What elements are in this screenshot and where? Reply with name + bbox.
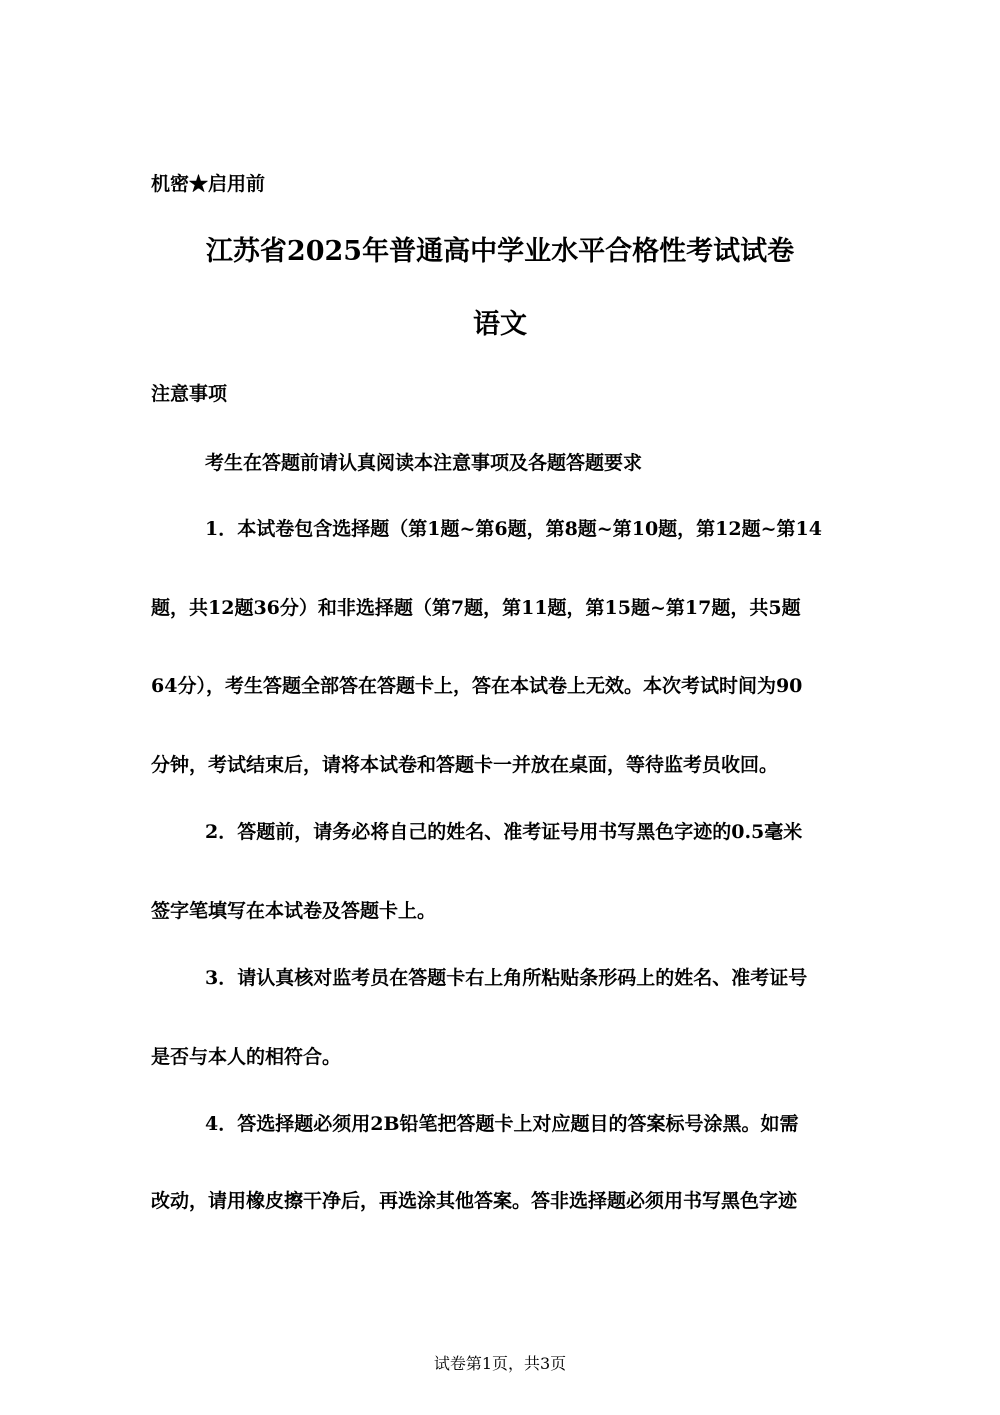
notice-item-4-line-2: 改动，请用橡皮擦干净后，再选涂其他答案。答非选择题必须用书写黑色字迹 [151,1190,798,1212]
notice-item-3-line-1: 3．请认真核对监考员在答题卡右上角所粘贴条形码上的姓名、准考证号 [205,967,808,989]
confidential-label: 机密★启用前 [151,173,266,195]
notice-item-4-line-1: 4．答选择题必须用2B铅笔把答题卡上对应题目的答案标号涂黑。如需 [205,1113,799,1135]
notice-item-1-line-2: 题，共12题36分）和非选择题（第7题，第11题，第15题~第17题，共5题 [151,597,801,619]
page-footer: 试卷第1页，共3页 [433,1354,567,1373]
notice-item-1-line-1: 1．本试卷包含选择题（第1题~第6题，第8题~第10题，第12题~第14 [205,518,822,540]
notice-intro-line: 考生在答题前请认真阅读本注意事项及各题答题要求 [205,452,643,474]
notice-item-2-line-2: 签字笔填写在本试卷及答题卡上。 [151,900,437,922]
notice-item-2-line-1: 2．答题前，请务必将自己的姓名、准考证号用书写黑色字迹的0.5毫米 [205,821,803,843]
subject-title: 语文 [473,309,527,340]
notice-item-3-line-2: 是否与本人的相符合。 [151,1046,342,1068]
notice-item-1-line-3: 64分），考生答题全部答在答题卡上，答在本试卷上无效。本次考试时间为90 [151,675,803,697]
notice-item-1-line-4: 分钟，考试结束后，请将本试卷和答题卡一并放在桌面，等待监考员收回。 [151,754,779,776]
notice-heading: 注意事项 [151,383,228,405]
exam-title: 江苏省2025年普通高中学业水平合格性考试试卷 [205,236,795,267]
